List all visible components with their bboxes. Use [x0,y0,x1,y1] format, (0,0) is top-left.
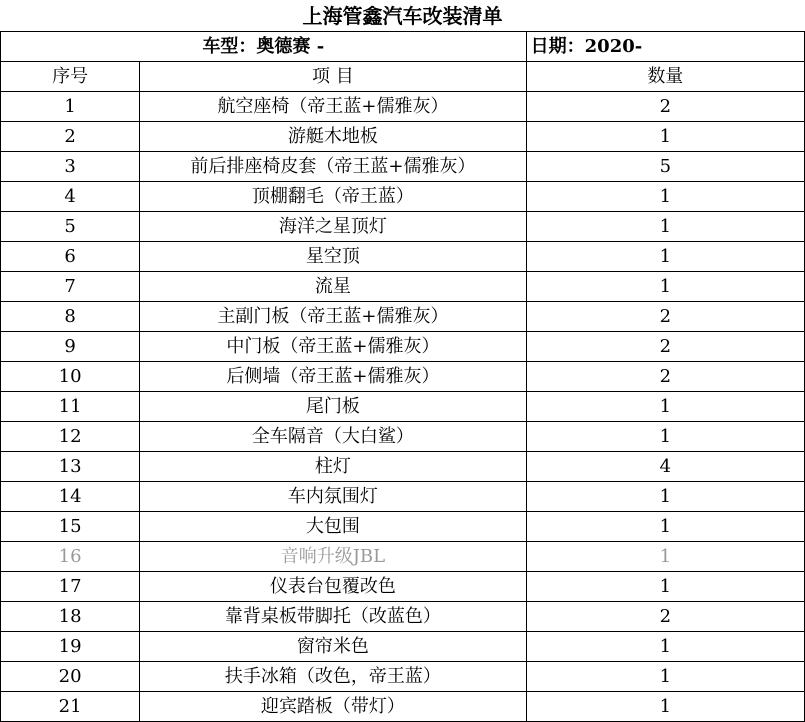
row-number: 9 [1,332,140,362]
sheet-title: 上海管鑫汽车改装清单 [302,4,503,28]
row-number: 14 [1,482,140,512]
row-number: 11 [1,392,140,422]
row-quantity: 2 [526,332,804,362]
table-row [1,122,805,152]
row-item: 大包围 [140,512,526,542]
meta-row [1,32,805,62]
row-quantity: 1 [526,662,804,692]
row-quantity: 1 [526,542,804,572]
row-quantity: 1 [526,272,804,302]
row-quantity: 1 [526,392,804,422]
table-row [1,452,805,482]
row-number: 15 [1,512,140,542]
row-item: 主副门板（帝王蓝+儒雅灰） [140,302,526,332]
row-quantity: 1 [526,512,804,542]
row-quantity: 4 [526,452,804,482]
row-number: 5 [1,212,140,242]
row-number: 3 [1,152,140,182]
table-body [1,32,805,722]
table-row [1,302,805,332]
date-field: 日期：2020- [526,32,804,62]
row-quantity: 1 [526,242,804,272]
row-item: 靠背桌板带脚托（改蓝色） [140,602,526,632]
header-row [1,62,805,92]
table-row [1,512,805,542]
table-row [1,482,805,512]
row-item: 流星 [140,272,526,302]
row-number: 20 [1,662,140,692]
row-number: 6 [1,242,140,272]
table-row [1,242,805,272]
row-number: 7 [1,272,140,302]
table-row [1,422,805,452]
table-row [1,272,805,302]
row-item: 仪表台包覆改色 [140,572,526,602]
row-quantity: 1 [526,182,804,212]
row-number: 8 [1,302,140,332]
table-row [1,212,805,242]
row-item: 海洋之星顶灯 [140,212,526,242]
column-header-item: 项 目 [140,62,526,92]
row-number: 16 [1,542,140,572]
row-number: 10 [1,362,140,392]
row-item: 星空顶 [140,242,526,272]
table-row [1,692,805,722]
row-number: 19 [1,632,140,662]
row-quantity: 1 [526,212,804,242]
row-item: 车内氛围灯 [140,482,526,512]
row-item: 游艇木地板 [140,122,526,152]
row-number: 2 [1,122,140,152]
row-item: 窗帘米色 [140,632,526,662]
table-row [1,92,805,122]
row-item: 迎宾踏板（带灯） [140,692,526,722]
column-header-number: 序号 [1,62,140,92]
row-number: 18 [1,602,140,632]
row-number: 1 [1,92,140,122]
row-item: 顶棚翻毛（帝王蓝） [140,182,526,212]
row-quantity: 2 [526,362,804,392]
row-quantity: 1 [526,692,804,722]
table-row [1,332,805,362]
column-header-quantity: 数量 [526,62,804,92]
row-quantity: 1 [526,632,804,662]
row-item: 航空座椅（帝王蓝+儒雅灰） [140,92,526,122]
row-number: 13 [1,452,140,482]
row-quantity: 1 [526,572,804,602]
table-row [1,602,805,632]
table-row [1,182,805,212]
row-number: 21 [1,692,140,722]
row-item: 全车隔音（大白鲨） [140,422,526,452]
table-row [1,542,805,572]
row-item: 尾门板 [140,392,526,422]
row-quantity: 1 [526,422,804,452]
table-row [1,152,805,182]
row-quantity: 2 [526,602,804,632]
car-model: 车型：奥德赛 - [1,32,527,62]
row-item: 音响升级JBL [140,542,526,572]
table-row [1,632,805,662]
table-row [1,392,805,422]
row-number: 4 [1,182,140,212]
row-quantity: 2 [526,302,804,332]
table-row [1,362,805,392]
row-number: 17 [1,572,140,602]
row-item: 后侧墙（帝王蓝+儒雅灰） [140,362,526,392]
row-quantity: 2 [526,92,804,122]
row-item: 前后排座椅皮套（帝王蓝+儒雅灰） [140,152,526,182]
row-quantity: 5 [526,152,804,182]
row-item: 扶手冰箱（改色，帝王蓝） [140,662,526,692]
row-number: 12 [1,422,140,452]
row-quantity: 1 [526,122,804,152]
row-item: 中门板（帝王蓝+儒雅灰） [140,332,526,362]
modification-list-table [0,31,805,722]
row-quantity: 1 [526,482,804,512]
table-row [1,662,805,692]
table-row [1,572,805,602]
row-item: 柱灯 [140,452,526,482]
